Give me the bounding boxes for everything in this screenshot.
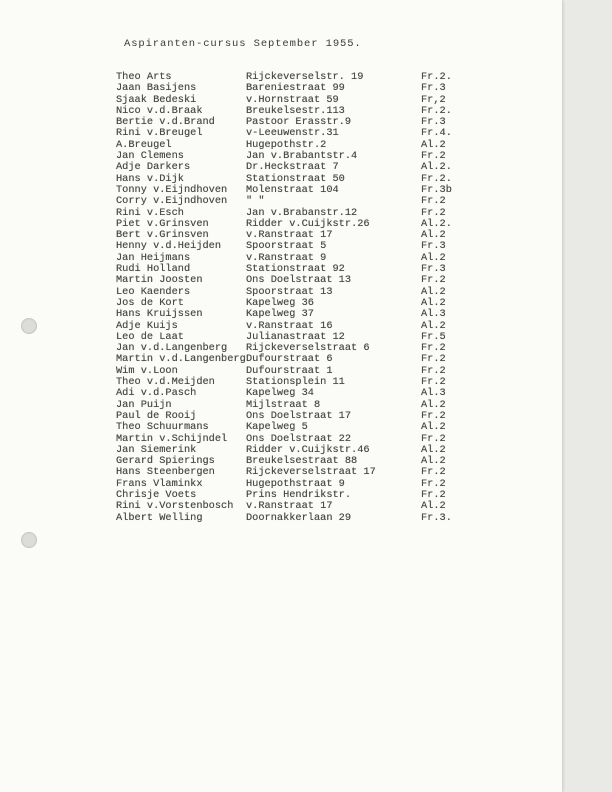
participant-address: Breukelsestr.113 (246, 104, 345, 117)
participant-group: Fr.2 (421, 477, 446, 490)
participant-address: Ridder v.Cuijkstr.46 (246, 443, 370, 456)
participant-address: v.Ranstraat 16 (246, 319, 333, 332)
participant-name: Jan Puijn (116, 398, 172, 411)
participant-name: Albert Welling (116, 511, 203, 524)
participant-address: Ons Doelstraat 17 (246, 409, 352, 422)
participant-name: Rini v.Vorstenbosch (116, 500, 234, 513)
participant-address: Kapelweg 5 (246, 421, 308, 434)
punch-hole (21, 318, 37, 334)
participant-group: Al.2. (421, 161, 452, 174)
participant-name: Henny v.d.Heijden (116, 240, 222, 253)
participant-name: Theo v.d.Meijden (116, 376, 215, 389)
participant-name: Jan Heijmans (116, 251, 191, 264)
participant-address: v.Hornstraat 59 (246, 93, 339, 106)
participant-address: Molenstraat 104 (246, 183, 339, 196)
participant-group: Fr.2 (421, 206, 446, 219)
participant-address: Jan v.Brabantstr.4 (246, 150, 358, 163)
participant-address: Stationstraat 92 (246, 263, 345, 276)
participant-group: Al.2 (421, 455, 446, 468)
participant-group: Fr.3 (421, 240, 446, 253)
participant-address: Kapelweg 36 (246, 296, 314, 309)
participant-name: Bert v.Grinsven (116, 229, 209, 242)
participant-address: Jan v.Brabanstr.12 (246, 206, 358, 219)
participant-group: Fr.3 (421, 82, 446, 95)
participant-name: Hans Steenbergen (116, 466, 215, 479)
participant-group: Al.3 (421, 308, 446, 321)
participant-address: v.Ranstraat 17 (246, 229, 333, 242)
participant-name: Martin Joosten (116, 274, 203, 287)
participant-name: Leo Kaenders (116, 285, 191, 298)
participant-group: Fr.2 (421, 364, 446, 377)
participant-group: Al.2 (421, 398, 446, 411)
participant-address: Rijckeverselstr. 19 (246, 71, 364, 83)
participant-name: Adje Kuijs (116, 319, 178, 332)
participant-group: Fr.3 (421, 116, 446, 129)
participant-address: v.Ranstraat 9 (246, 251, 327, 264)
punch-hole (21, 532, 37, 548)
participant-group: Fr.2 (421, 274, 446, 287)
participant-name: Gerard Spierings (116, 455, 215, 468)
participant-name: Sjaak Bedeski (116, 93, 197, 106)
participant-group: Fr.4. (421, 127, 452, 140)
participant-address: Julianastraat 12 (246, 330, 345, 343)
participant-group: Al.2 (421, 500, 446, 513)
participant-name: Leo de Laat (116, 330, 184, 343)
participant-name: Jan v.d.Langenberg (116, 342, 228, 355)
participant-address: Dufourstraat 1 (246, 364, 333, 377)
participant-name: Paul de Rooij (116, 409, 197, 422)
participant-address: Hugepothstraat 9 (246, 477, 345, 490)
participant-address: Ons Doelstraat 22 (246, 432, 352, 445)
participant-address: Rijckeverselstraat 17 (246, 466, 376, 479)
participant-group: Al.2 (421, 443, 446, 456)
participant-name: Adi v.d.Pasch (116, 387, 197, 400)
participant-group: Fr.3b (421, 183, 452, 196)
participant-address: Doornakkerlaan 29 (246, 511, 352, 524)
participant-address: Dufourstraat 6 (246, 353, 333, 366)
participant-group: Fr.2 (421, 150, 446, 163)
participant-group: Fr.2 (421, 488, 446, 501)
participant-name: Chrisje Voets (116, 488, 197, 501)
participant-address: Ridder v.Cuijkstr.26 (246, 217, 370, 230)
participant-address: Pastoor Erasstr.9 (246, 116, 352, 129)
participant-address: Prins Hendrikstr. (246, 488, 352, 501)
participant-name: Martin v.d.Langenberg (116, 353, 246, 366)
participant-address: Dr.Heckstraat 7 (246, 161, 339, 174)
participant-group: Fr.5 (421, 330, 446, 343)
document-title: Aspiranten-cursus September 1955. (124, 38, 362, 50)
participant-name: Nico v.d.Braak (116, 104, 203, 117)
participant-group: Al.2 (421, 296, 446, 309)
participant-address: v.Ranstraat 17 (246, 500, 333, 513)
participant-address: v-Leeuwenstr.31 (246, 127, 339, 140)
participant-group: Fr,2 (421, 93, 446, 106)
participant-name: Piet v.Grinsven (116, 217, 209, 230)
participant-group: Fr.3. (421, 511, 452, 524)
participant-name: Theo Schuurmans (116, 421, 209, 434)
participant-group: Fr.2. (421, 104, 452, 117)
participant-group: Fr.2. (421, 71, 452, 83)
participant-group: Fr.2 (421, 466, 446, 479)
participant-address: Breukelsestraat 88 (246, 455, 358, 468)
participant-group: Fr.2 (421, 409, 446, 422)
participant-group: Al.2 (421, 138, 446, 151)
participant-name: Martin v.Schijndel (116, 432, 228, 445)
participant-group: Al.2 (421, 285, 446, 298)
participant-name: A.Breugel (116, 138, 172, 151)
participant-name: Jaan Basijens (116, 82, 197, 95)
participant-group: Fr.2 (421, 342, 446, 355)
participant-address: Stationsplein 11 (246, 376, 345, 389)
participant-group: Fr.2 (421, 376, 446, 389)
participant-group: Fr.3 (421, 263, 446, 276)
participant-address: Kapelweg 37 (246, 308, 314, 321)
participant-name: Jan Siemerink (116, 443, 197, 456)
participant-name: Rudi Holland (116, 263, 191, 276)
participant-name: Theo Arts (116, 71, 172, 83)
participant-address: Bareniestraat 99 (246, 82, 345, 95)
participant-group: Fr.2 (421, 432, 446, 445)
participant-name: Bertie v.d.Brand (116, 116, 215, 129)
participant-address: " " (246, 195, 265, 208)
participant-group: Al.2 (421, 319, 446, 332)
participant-group: Fr.2 (421, 195, 446, 208)
participant-group: Al.2. (421, 217, 452, 230)
participant-address: Stationstraat 50 (246, 172, 345, 185)
participant-group: Fr.2 (421, 353, 446, 366)
participant-group: Fr.2. (421, 172, 452, 185)
participant-group: Al.3 (421, 387, 446, 400)
participant-address: Kapelweg 34 (246, 387, 314, 400)
participant-group: Al.2 (421, 229, 446, 242)
participant-name: Wim v.Loon (116, 364, 178, 377)
participant-name: Rini v.Breugel (116, 127, 203, 140)
participant-address: Rijckeverselstraat 6 (246, 342, 370, 355)
participant-group: Al.2 (421, 421, 446, 434)
participant-name: Hans v.Dijk (116, 172, 184, 185)
participant-address: Spoorstraat 13 (246, 285, 333, 298)
participant-name: Tonny v.Eijndhoven (116, 183, 228, 196)
participant-name: Jos de Kort (116, 296, 184, 309)
participant-address: Mijlstraat 8 (246, 398, 321, 411)
participant-address: Hugepothstr.2 (246, 138, 327, 151)
participant-name: Frans Vlaminkx (116, 477, 203, 490)
participant-name: Hans Kruijssen (116, 308, 203, 321)
participant-name: Adje Darkers (116, 161, 191, 174)
participant-group: Al.2 (421, 251, 446, 264)
participant-address: Ons Doelstraat 13 (246, 274, 352, 287)
participant-address: Spoorstraat 5 (246, 240, 327, 253)
participant-name: Rini v.Esch (116, 206, 184, 219)
participant-name: Jan Clemens (116, 150, 184, 163)
participant-name: Corry v.Eijndhoven (116, 195, 228, 208)
